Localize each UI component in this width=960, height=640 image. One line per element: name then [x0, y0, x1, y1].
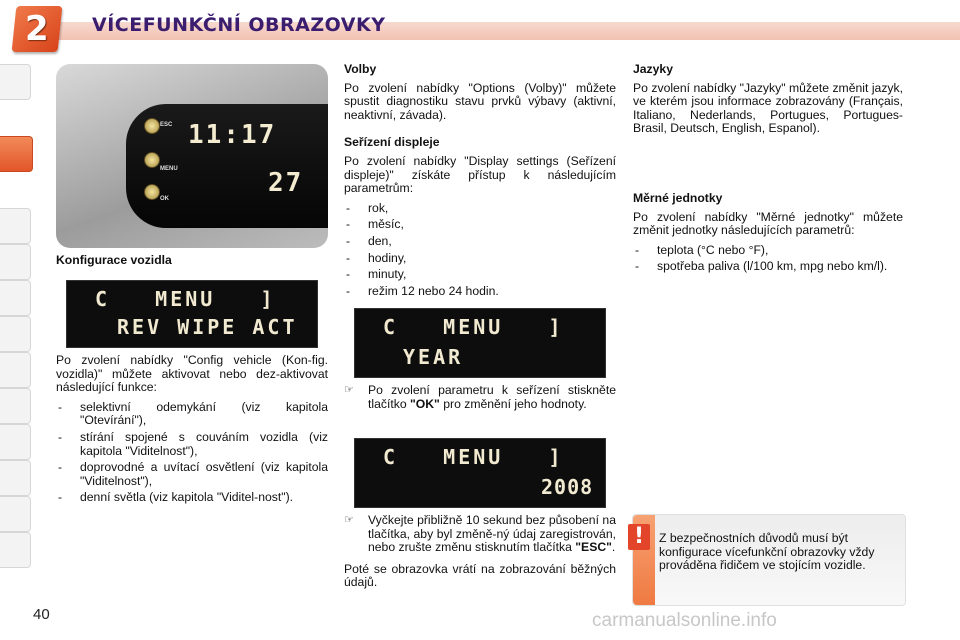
year-screen [354, 308, 606, 378]
display-settings-list [344, 202, 616, 299]
vehicle-config-intro: Po zvolení nabídky "Config vehicle (Kon-fig. vozidla)" můžete aktivovat nebo dez-aktivovat následující funkce: [56, 353, 328, 395]
list-item: - minuty, [344, 268, 616, 282]
chapter-tab-2-active[interactable] [0, 136, 33, 172]
list-item: - teplota (°C nebo °F), [633, 244, 903, 258]
esc-note-text: Vyčkejte přibližně 10 sekund bez působení na tlačítka, aby byl změně-ný údaj zaregistrován, nebo zrušte změnu stisknutím tlačítka [368, 513, 616, 555]
chapter-tab-5[interactable] [0, 280, 31, 316]
middle-column-note1 [344, 384, 616, 419]
chapter-tab-8[interactable] [0, 388, 31, 424]
chapter-tab-10[interactable] [0, 460, 31, 496]
ok-knob-label: OK [160, 196, 169, 202]
units-text: Po zvolení nabídky "Měrné jednotky" můžete změnit jednotky následujících parametrů: [633, 209, 903, 238]
chapter-tab-7[interactable] [0, 352, 31, 388]
screen-line-1: C MENU ] [383, 315, 564, 339]
chapter-tab-9[interactable] [0, 424, 31, 460]
languages-text: Po zvolení nabídky "Jazyky" můžete změnit jazyk, ve kterém jsou informace zobrazovány (Français, Italiano, Nederlands, Portugues, Portugues-Brasil, Deutsch, English, Espanol). [633, 80, 903, 136]
esc-knob-icon [144, 118, 160, 134]
ok-knob-icon [144, 184, 160, 200]
display-settings-heading: Seřízení displeje [344, 135, 440, 150]
menu-knob-label: MENU [160, 166, 178, 172]
chapter-number: 2 [25, 9, 49, 49]
closing-text: Poté se obrazovka vrátí na zobrazování běžných údajů. [344, 561, 616, 590]
vehicle-config-list [56, 401, 328, 505]
units-list [633, 244, 903, 274]
display-settings-text: Po zvolení nabídky "Display settings (Seřízení displeje)" získáte přístup k následujícím parametrům: [344, 153, 616, 196]
page-header [0, 0, 960, 56]
chapter-tab-12[interactable] [0, 532, 31, 568]
menu-knob-icon [144, 152, 160, 168]
clock-readout: 11:17 [188, 120, 277, 150]
languages-heading: Jazyky [633, 62, 673, 76]
list-item: - režim 12 nebo 24 hodin. [344, 285, 616, 299]
warning-exclamation-icon: ! [628, 524, 650, 550]
list-item: - spotřeba paliva (l/100 km, mpg nebo km/l). [633, 260, 903, 274]
vehicle-config-heading: Konfigurace vozidla [56, 253, 172, 267]
list-item: - den, [344, 235, 616, 249]
temperature-readout: 27 [268, 168, 304, 198]
right-column-languages [633, 63, 903, 142]
list-item: - měsíc, [344, 218, 616, 232]
chapter-tabs [0, 64, 34, 584]
screen-line-1: C MENU ] [383, 445, 564, 469]
watermark: carmanualsonline.info [592, 610, 777, 631]
screen-line-2: REV WIPE ACT [117, 315, 298, 339]
screen-line-2: 2008 [541, 475, 594, 499]
page-title: VÍCEFUNKČNÍ OBRAZOVKY [92, 14, 386, 36]
chapter-badge [12, 6, 63, 52]
page-number: 40 [33, 606, 50, 623]
list-item: - stírání spojené s couváním vozidla (viz kapitola "Viditelnost"), [56, 431, 328, 458]
chapter-tab-11[interactable] [0, 496, 31, 532]
chapter-tab-1[interactable] [0, 64, 31, 100]
chapter-tab-4[interactable] [0, 244, 31, 280]
esc-note [344, 514, 616, 555]
esc-knob-label: ESC [160, 122, 173, 128]
list-item: - hodiny, [344, 252, 616, 266]
units-heading: Měrné jednotky [633, 191, 723, 205]
pointing-hand-icon: ☞ [344, 384, 354, 396]
chapter-tab-6[interactable] [0, 316, 31, 352]
right-column-units [633, 192, 903, 280]
ok-button-label: "OK" [410, 396, 440, 411]
list-item: - doprovodné a uvítací osvětlení (viz kapitola "Viditelnost"), [56, 461, 328, 488]
options-heading: Volby [344, 62, 377, 76]
safety-warning-text: Z bezpečnostních důvodů musí být konfigurace vícefunkční obrazovky vždy prováděna řidičem ve stojícím vozidle. [659, 531, 875, 573]
ok-note-suffix: pro změnění jeho hodnoty. [439, 396, 587, 411]
vehicle-config-screen [66, 280, 318, 348]
esc-button-label: "ESC" [575, 540, 612, 555]
ok-note [344, 384, 616, 411]
options-text: Po zvolení nabídky "Options (Volby)" můžete spustit diagnostiku stavu prvků výbavy (aktivní, neaktivní, závada). [344, 80, 616, 122]
left-column-body [56, 354, 328, 511]
value-screen [354, 438, 606, 508]
screen-line-1: C MENU ] [95, 287, 276, 311]
pointing-hand-icon: ☞ [344, 514, 354, 526]
chapter-tab-3[interactable] [0, 208, 31, 244]
middle-column-note2 [344, 514, 616, 596]
screen-line-2: YEAR [403, 345, 464, 369]
display-panel [126, 104, 328, 228]
display-photo [56, 64, 328, 248]
ok-note-text: Po zvolení parametru k seřízení stiskněte tlačítko [368, 383, 616, 411]
middle-column-top [344, 63, 616, 304]
list-item: - denní světla (viz kapitola "Viditel-nost"). [56, 491, 328, 505]
left-column [56, 254, 328, 273]
esc-note-suffix: . [611, 540, 616, 555]
list-item: - rok, [344, 202, 616, 216]
list-item: - selektivní odemykání (viz kapitola "Otevírání"), [56, 401, 328, 428]
